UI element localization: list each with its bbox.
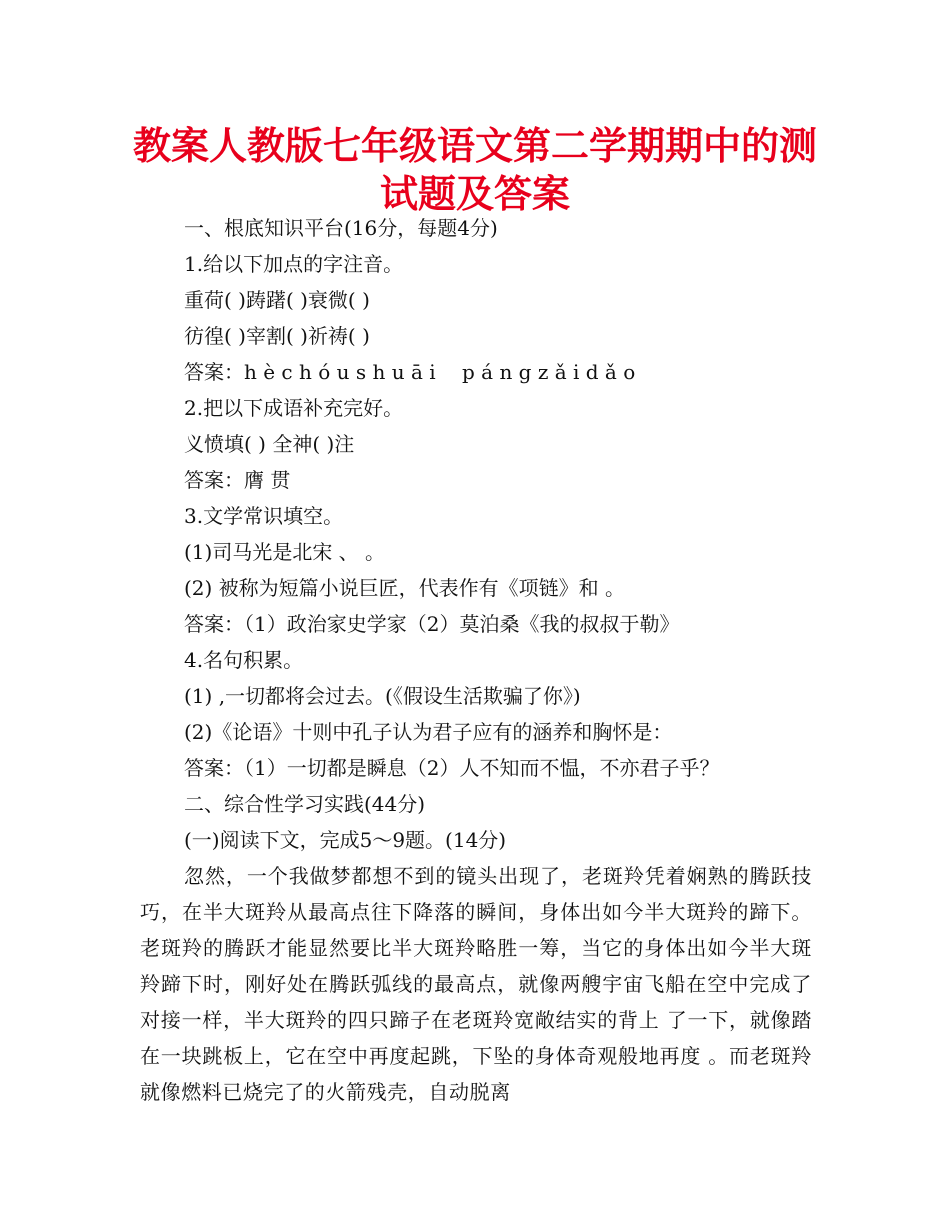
document-title — [0, 122, 950, 218]
section-heading-1: 一、根底知识平台(16分，每题4分) — [184, 216, 498, 240]
question-1-items-b: 彷徨( )宰割( )祈祷( ) — [184, 324, 370, 348]
question-3-part-1: (1)司马光是北宋 、 。 — [184, 540, 386, 564]
question-2-items: 义愤填( ) 全神( )注 — [184, 432, 355, 456]
question-1: 1.给以下加点的字注音。 — [184, 252, 404, 276]
answer-4: 答案：（1）一切都是瞬息（2）人不知而不愠，不亦君子乎？ — [184, 756, 720, 780]
answer-3: 答案：（1）政治家史学家（2）莫泊桑《我的叔叔于勒》 — [184, 612, 680, 636]
answer-2: 答案：膺 贯 — [184, 468, 291, 492]
answer-1: 答案：h è c h ó u s h u ā i p á n g z ǎ i d ǎ o — [184, 360, 636, 384]
question-4-part-1: (1) ,一切都将会过去。(《假设生活欺骗了你》) — [184, 684, 581, 708]
question-3-part-2: (2) 被称为短篇小说巨匠，代表作有《项链》和 。 — [184, 576, 626, 600]
document-body — [140, 210, 812, 1110]
question-1-items-a: 重荷( )踌躇( )衰微( ) — [184, 288, 370, 312]
question-3: 3.文学常识填空。 — [184, 504, 344, 528]
section-heading-2: 二、综合性学习实践(44分) — [184, 792, 426, 816]
title-line-1: 教案人教版七年级语文第二学期期中的测 — [132, 124, 817, 168]
reading-passage: 忽然，一个我做梦都想不到的镜头出现了，老斑羚凭着娴熟的腾跃技巧，在半大斑羚从最高点往下降落的瞬间，身体出如今半大斑羚的蹄下。老斑羚的腾跃才能显然要比半大斑羚略胜一筹，当它的身体出如今半大斑羚蹄下时，刚好处在腾跃弧线的最高点，就像两艘宇宙飞船在空中完成了对接一样，半大斑羚的四只蹄子在老斑羚宽敞结实的背上 了一下，就像踏在一块跳板上，它在空中再度起跳，下坠的身体奇观般地再度 。而老斑羚就像燃料已烧完了的火箭残壳，自动脱离 — [140, 864, 812, 1104]
question-2: 2.把以下成语补充完好。 — [184, 396, 404, 420]
question-4: 4.名句积累。 — [184, 648, 304, 672]
question-4-part-2: (2)《论语》十则中孔子认为君子应有的涵养和胸怀是： — [184, 720, 673, 744]
title-line-2: 试题及答案 — [379, 172, 570, 216]
reading-instruction: (一)阅读下文，完成5～9题。(14分) — [184, 828, 507, 852]
